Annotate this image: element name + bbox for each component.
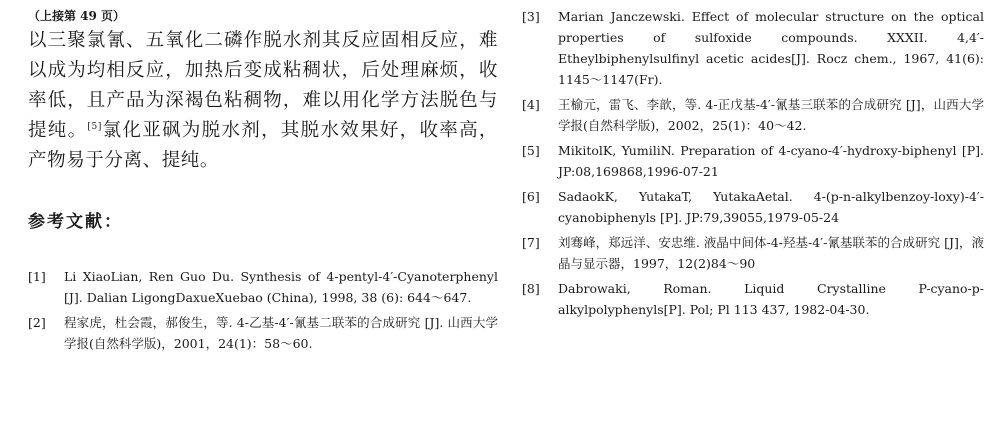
reference-item [28, 312, 498, 354]
reference-item [522, 278, 984, 320]
reference-text: Li XiaoLian, Ren Guo Du. Synthesis of 4-pentyl-4′-Cyanoterphenyl [J]. Dalian LigongDaxueXuebao (China), 1998, 38 (6): 644～647. [64, 269, 498, 305]
reference-text: Marian Janczewski. Effect of molecular structure on the optical properties of sulfoxide compounds. XXXII. 4,4′-Etheylbiphenylsulfinyl acetic acides[J]. Rocz chem., 1967, 41(6): 1145～1147(Fr). [558, 9, 984, 87]
left-column [28, 6, 498, 358]
reference-text: 程家虎，杜会霞，郝俊生，等. 4-乙基-4′-氰基二联苯的合成研究 [J]. 山西大学学报(自然科学版)，2001，24(1)：58～60. [64, 315, 498, 351]
reference-text: 王榆元，雷飞、李歆，等. 4-正戊基-4′-氰基三联苯的合成研究 [J]，山西大学学报(自然科学版)，2002，25(1)：40～42. [558, 97, 984, 133]
reference-item [522, 94, 984, 136]
references-heading: 参考文献： [28, 212, 123, 232]
body-paragraph [28, 26, 498, 176]
continued-note: （上接第 49 页） [28, 9, 126, 23]
reference-number: [3] [522, 9, 540, 24]
reference-item [522, 232, 984, 274]
reference-list-left [28, 266, 498, 354]
reference-number: [5] [522, 143, 540, 158]
reference-number: [1] [28, 269, 46, 284]
reference-item [522, 140, 984, 182]
reference-text: SadaokK, YutakaT, YutakaAetal. 4-(p-n-alkylbenzoy-loxy)-4′-cyanobiphenyls [P]. JP:79,39055,1979-05-24 [558, 189, 984, 225]
reference-text: 刘骞峰，郑远洋、安忠维. 液晶中间体-4-羟基-4′-氰基联苯的合成研究 [J]，液晶与显示器，1997，12(2)84～90 [558, 235, 984, 271]
reference-text: MikitolK, YumiliN. Preparation of 4-cyano-4′-hydroxy-biphenyl [P]. JP:08,169868,1996-07-21 [558, 143, 984, 179]
reference-text: Dabrowaki, Roman. Liquid Crystalline P-cyano-p-alkylpolyphenyls[P]. Pol; Pl 113 437, 1982-04-30. [558, 281, 984, 317]
reference-list-right [522, 6, 984, 324]
reference-number: [2] [28, 315, 46, 330]
reference-number: [7] [522, 235, 540, 250]
paragraph-text-part2: 氯化亚砜为脱水剂，其脱水效果好，收率高，产物易于分离、提纯。 [28, 120, 498, 171]
reference-number: [6] [522, 189, 540, 204]
reference-item [28, 266, 498, 308]
reference-item [522, 6, 984, 90]
citation-marker: [5] [87, 121, 102, 132]
paragraph-text-part1: 以三聚氯氰、五氧化二磷作脱水剂其反应固相反应，难以成为均相反应，加热后变成粘稠状，后处理麻烦，收率低，且产品为深褐色粘稠物，难以用化学方法脱色与提纯。 [28, 30, 498, 141]
reference-item [522, 186, 984, 228]
reference-number: [4] [522, 97, 540, 112]
reference-number: [8] [522, 281, 540, 296]
